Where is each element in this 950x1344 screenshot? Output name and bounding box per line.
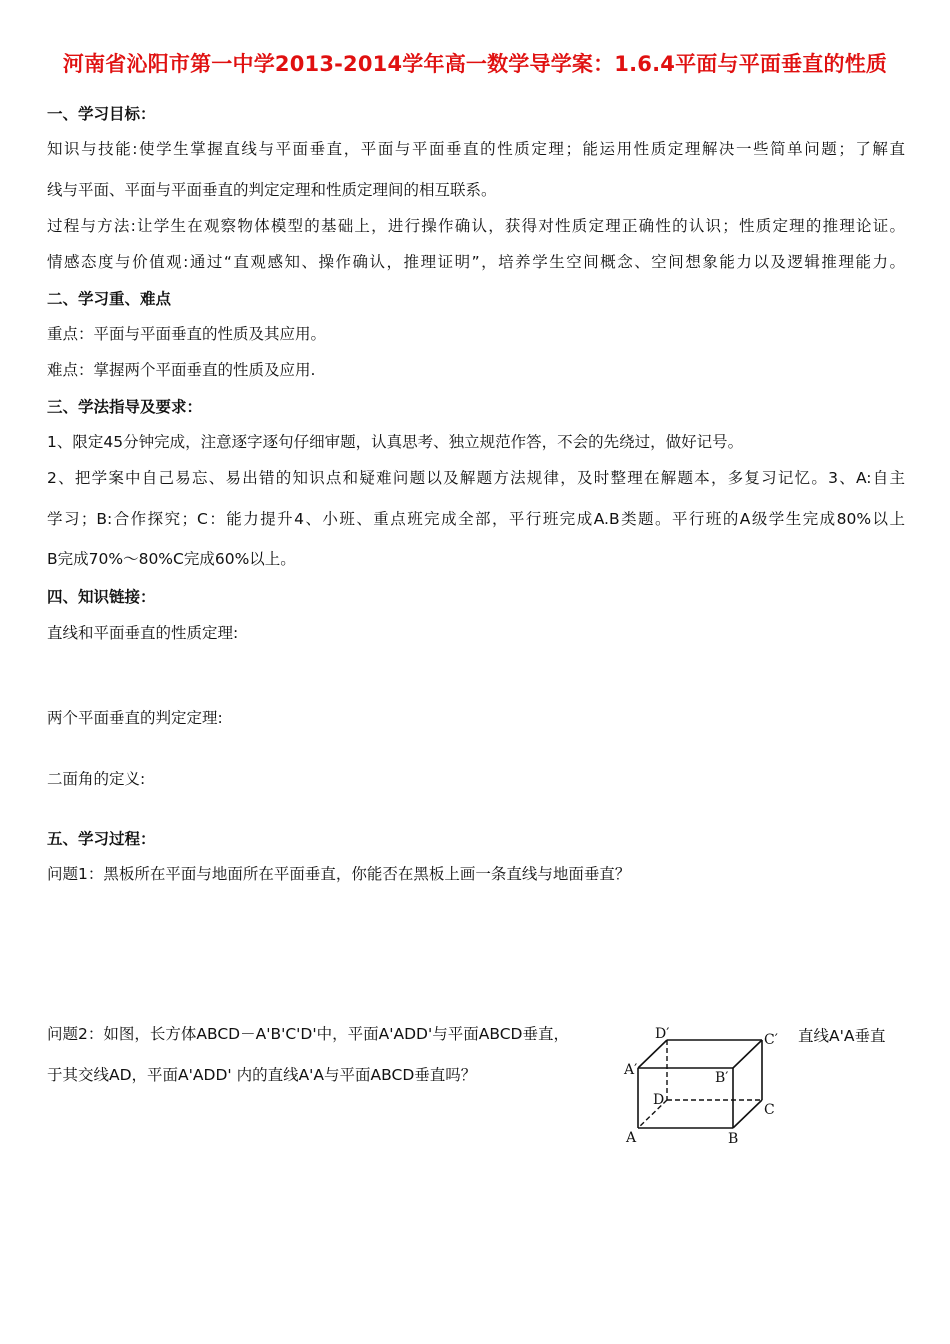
objective-knowledge-line-1: 知识与技能:使学生掌握直线与平面垂直，平面与平面垂直的性质定理；能运用性质定理解决一些简单问题；了解直 — [47, 140, 905, 158]
difficult-point: 难点：掌握两个平面垂直的性质及应用. — [47, 361, 316, 379]
label-c: C — [764, 1102, 775, 1118]
label-a1: A′ — [624, 1062, 638, 1078]
question-1: 问题1：黑板所在平面与地面所在平面垂直，你能否在黑板上画一条直线与地面垂直？ — [47, 865, 631, 883]
question-2-line-1-tail: 直线A'A垂直 — [798, 1027, 886, 1045]
cuboid-diagram — [618, 1018, 788, 1148]
edge-c1-b1 — [733, 1040, 762, 1068]
section-4-heading: 四、知识链接： — [47, 588, 156, 606]
document-title: 河南省沁阳市第一中学2013-2014学年高一数学导学案：1.6.4平面与平面垂直的性质 — [62, 52, 888, 76]
label-c1: C′ — [764, 1032, 778, 1048]
requirement-2-line-1: 2、把学案中自己易忘、易出错的知识点和疑难问题以及解题方法规律，及时整理在解题本，多复习记忆。3、A:自主 — [47, 469, 905, 487]
requirement-1: 1、限定45分钟完成，注意逐字逐句仔细审题，认真思考、独立规范作答，不会的先绕过，做好记号。 — [47, 433, 744, 451]
objective-knowledge-line-2: 线与平面、平面与平面垂直的判定定理和性质定理间的相互联系。 — [47, 181, 497, 199]
section-3-heading: 三、学法指导及要求： — [47, 398, 203, 416]
key-point: 重点：平面与平面垂直的性质及其应用。 — [47, 325, 327, 343]
edge-c-b — [733, 1100, 762, 1128]
label-b1: B′ — [715, 1070, 729, 1086]
objective-process: 过程与方法:让学生在观察物体模型的基础上，进行操作确认，获得对性质定理正确性的认识；性质定理的推理论证。 — [47, 217, 905, 235]
objective-attitude: 情感态度与价值观:通过“直观感知、操作确认，推理证明”，培养学生空间概念、空间想象能力以及逻辑推理能力。 — [47, 253, 905, 271]
label-a: A — [626, 1130, 637, 1146]
question-2-line-2: 于其交线AD，平面A'ADD' 内的直线A'A与平面ABCD垂直吗？ — [47, 1066, 477, 1084]
link-plane-plane-theorem: 两个平面垂直的判定定理: — [47, 709, 223, 727]
section-1-heading: 一、学习目标： — [47, 105, 156, 123]
requirement-2-line-3: B完成70%～80%C完成60%以上。 — [47, 550, 296, 568]
label-d1: D′ — [655, 1026, 670, 1042]
cuboid-figure — [618, 1018, 788, 1148]
link-dihedral-definition: 二面角的定义: — [47, 770, 146, 788]
section-5-heading: 五、学习过程： — [47, 830, 156, 848]
label-d: D — [653, 1092, 665, 1108]
section-2-heading: 二、学习重、难点 — [47, 290, 172, 308]
edge-a1-d1 — [638, 1040, 667, 1068]
question-2-line-1: 问题2：如图，长方体ABCD－A'B'C'D'中，平面A'ADD'与平面ABCD垂直， — [47, 1025, 569, 1043]
requirement-2-line-2: 学习；B:合作探究；C：能力提升4、小班、重点班完成全部，平行班完成A.B类题。平行班的A级学生完成80%以上 — [47, 510, 905, 528]
link-line-plane-theorem: 直线和平面垂直的性质定理: — [47, 624, 239, 642]
label-b: B — [728, 1131, 739, 1147]
